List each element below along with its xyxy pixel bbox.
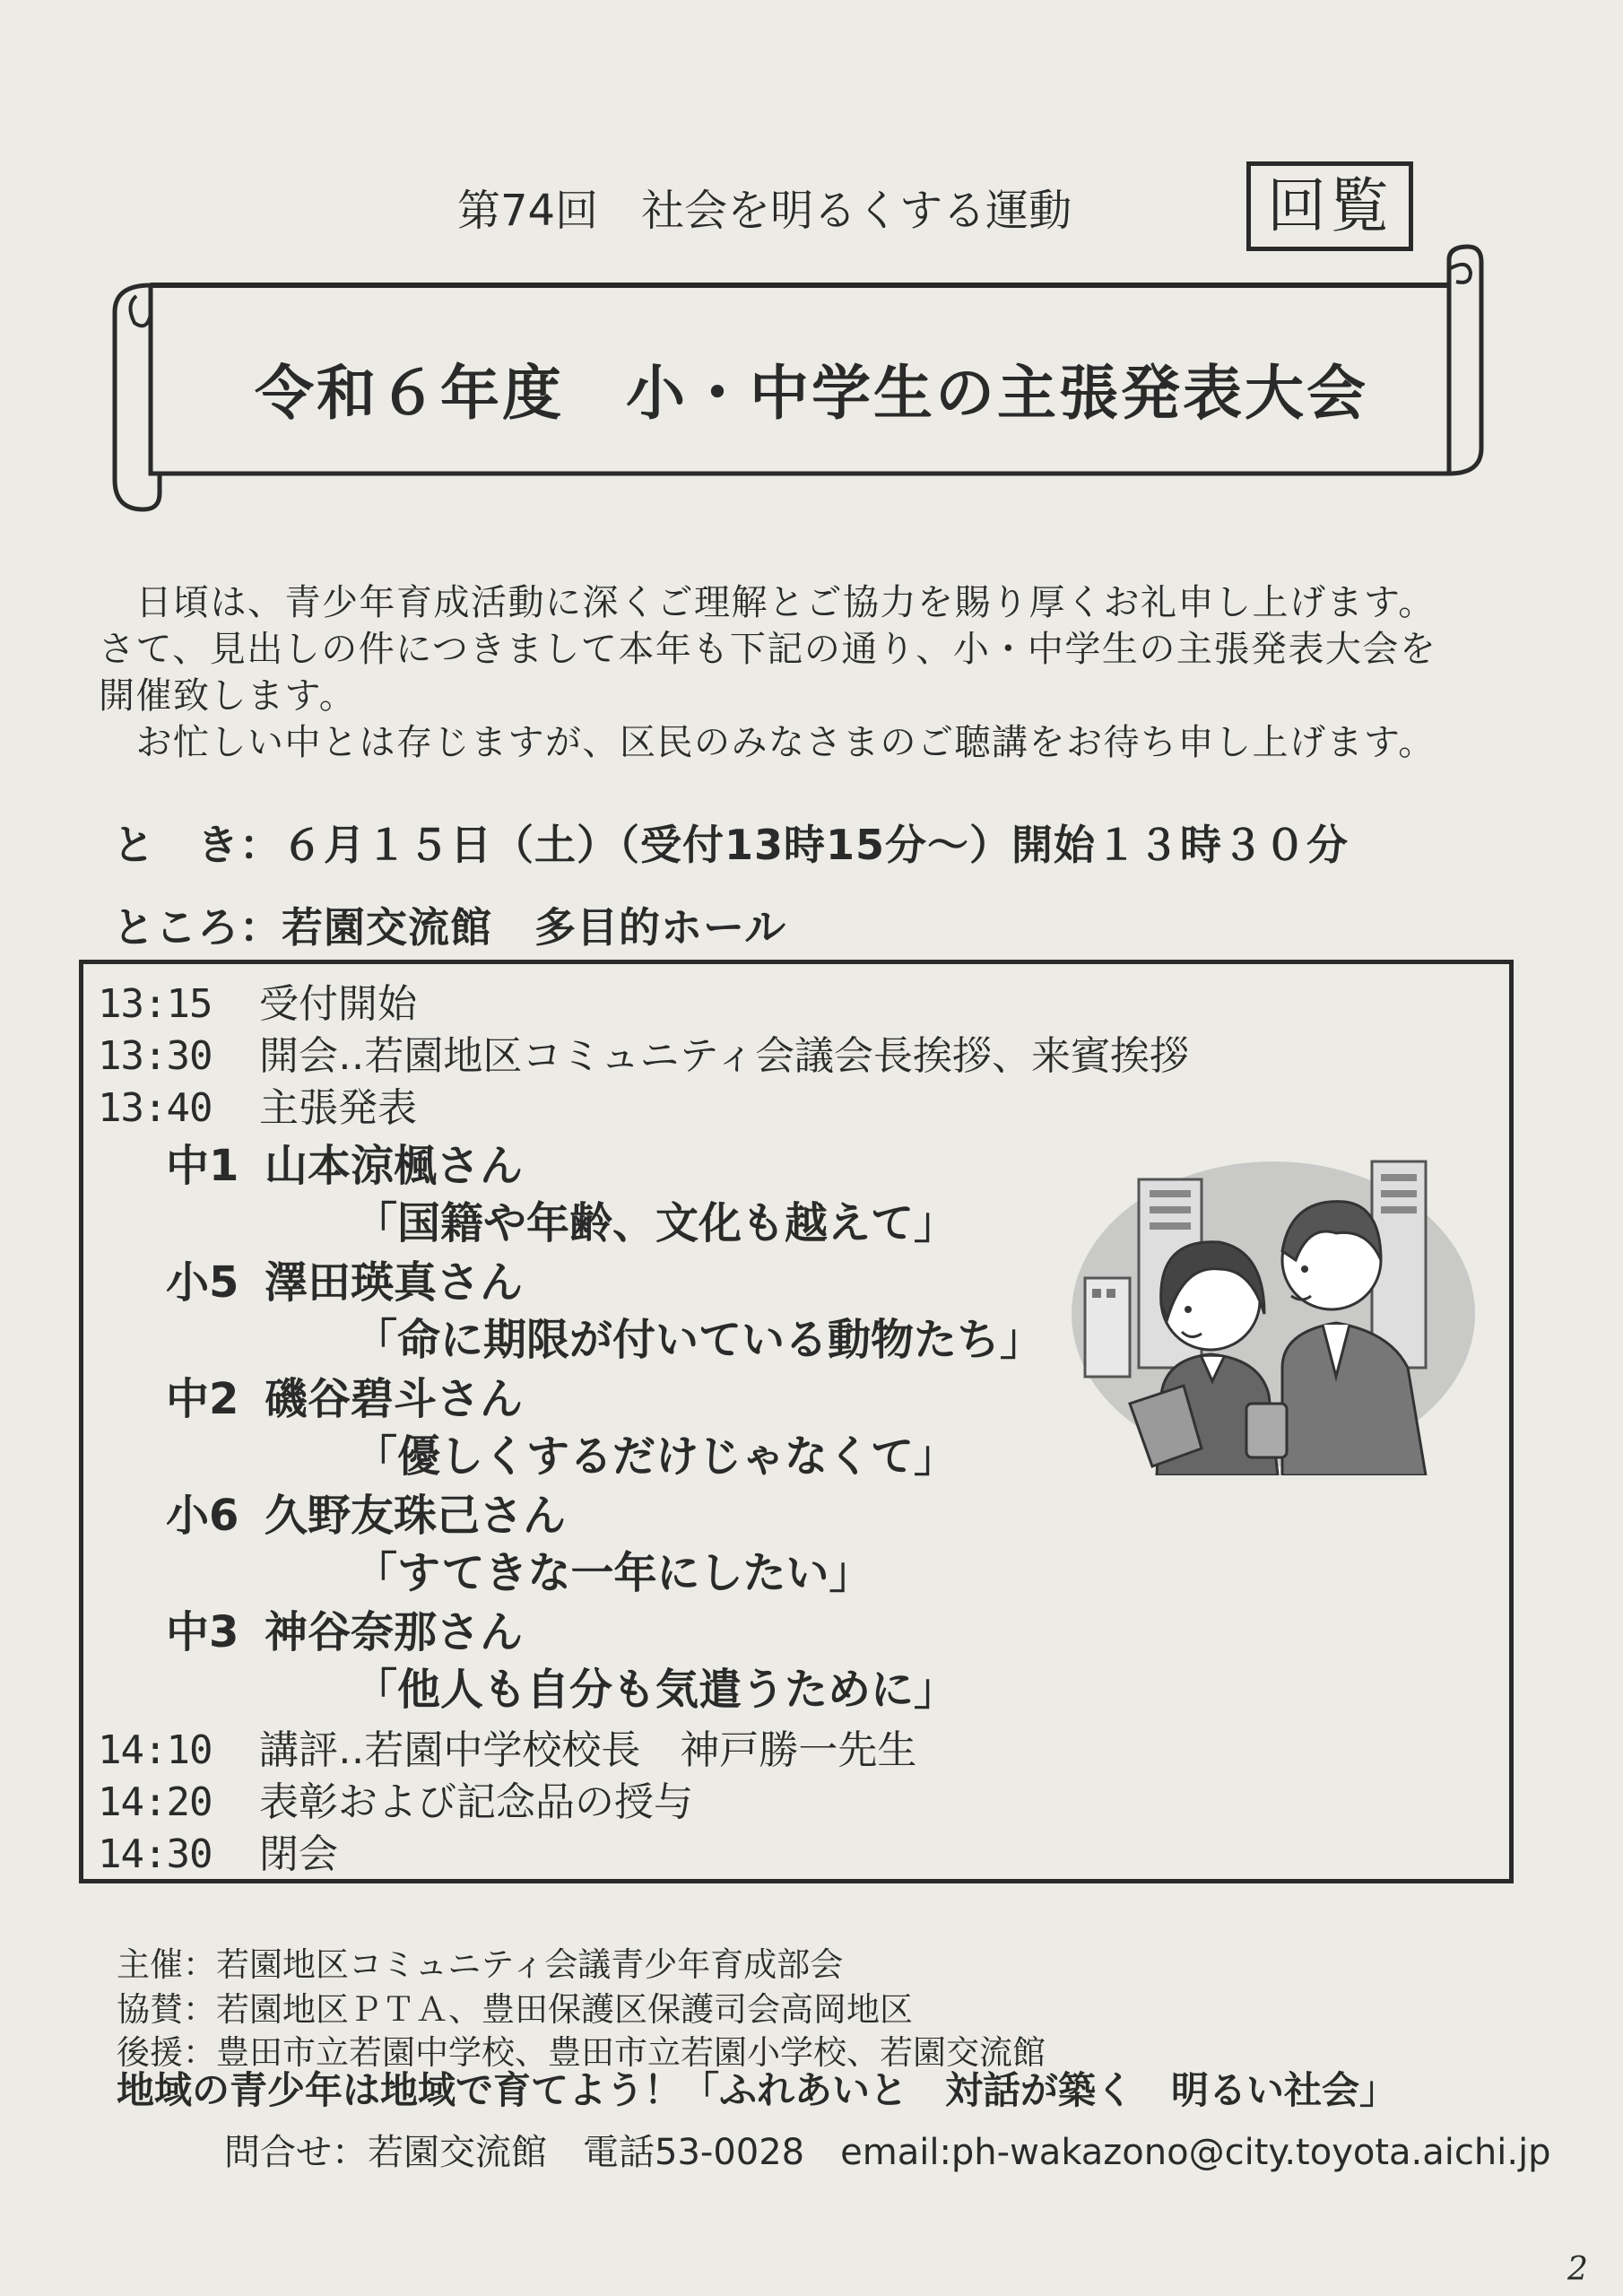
schedule-row: [98, 1718, 916, 1775]
intro-line-3: 開催致します。: [99, 675, 357, 717]
schedule-text: 開会‥若園地区コミュニティ会議会長挨拶、来賓挨拶: [259, 1033, 1189, 1079]
schedule-time: 13:15: [98, 981, 213, 1027]
schedule-time: 13:40: [98, 1085, 213, 1131]
organizer-host: 主催：若園地区コミュニティ会議青少年育成部会: [117, 1945, 844, 1984]
slogan: 地域の青少年は地域で育てよう！「ふれあいと 対話が築く 明るい社会」: [117, 2068, 1398, 2112]
organizer-support: 後援：豊田市立若園中学校、豊田市立若園小学校、若園交流館: [117, 2033, 1046, 2072]
speaker-name: 澤田瑛真さん: [265, 1257, 524, 1308]
speaker-name: 久野友珠己さん: [265, 1491, 567, 1541]
schedule-text: 閉会: [259, 1831, 338, 1877]
speech-topic: 「命に期限が付いている動物たち」: [354, 1315, 1044, 1365]
event-title: 令和６年度 小・中学生の主張発表大会: [255, 359, 1368, 428]
contact-info: 問合せ：若園交流館 電話53-0028 email:ph-wakazono@city.toyota.aichi.jp: [224, 2132, 1551, 2173]
speaker-entry: [166, 1248, 523, 1309]
schedule-time: 13:30: [98, 1033, 213, 1079]
speech-topic: 「他人も自分も気遣うために」: [354, 1665, 958, 1715]
circulation-stamp: 回覧: [1246, 161, 1413, 251]
intro-line-2: さて、見出しの件につきまして本年も下記の通り、小・中学生の主張発表大会を: [99, 629, 1437, 670]
schedule-row: [98, 1075, 417, 1133]
event-when: と き：６月１５日（土）（受付13時15分～）開始１３時３０分: [113, 821, 1350, 869]
event-where: ところ：若園交流館 多目的ホール: [113, 903, 787, 952]
schedule-time: 14:30: [98, 1831, 213, 1877]
speaker-entry: [166, 1597, 523, 1659]
speaker-grade: 小5: [166, 1257, 239, 1308]
speaker-entry: [166, 1481, 566, 1543]
page-number: 2: [1567, 2251, 1588, 2288]
speaker-grade: 小6: [166, 1491, 239, 1541]
speaker-name: 神谷奈那さん: [265, 1607, 524, 1657]
schedule-row: [98, 1770, 693, 1827]
speaker-entry: [166, 1131, 523, 1193]
campaign-subtitle: 第74回 社会を明るくする運動: [457, 186, 1072, 236]
schedule-text: 主張発表: [259, 1085, 417, 1131]
schedule-time: 14:10: [98, 1727, 213, 1773]
organizer-cosponsor: 協賛：若園地区ＰＴＡ、豊田保護区保護司会高岡地区: [117, 1990, 913, 2029]
schedule-text: 表彰および記念品の授与: [259, 1779, 693, 1825]
schedule-row: [98, 971, 417, 1029]
schedule-row: [98, 1023, 1189, 1081]
speech-topic: 「すてきな一年にしたい」: [354, 1548, 872, 1598]
speech-topic: 「優しくするだけじゃなくて」: [354, 1431, 958, 1482]
two-students-reading-icon: [1067, 1135, 1480, 1475]
intro-line-4: お忙しい中とは存じますが、区民のみなさまのご聴講をお待ち申し上げます。: [99, 722, 1436, 763]
schedule-time: 14:20: [98, 1779, 213, 1825]
schedule-text: 講評‥若園中学校校長 神戸勝一先生: [259, 1727, 917, 1773]
speaker-name: 山本涼楓さん: [265, 1141, 524, 1191]
speaker-grade: 中3: [166, 1607, 239, 1657]
speaker-grade: 中2: [166, 1374, 239, 1424]
speaker-entry: [166, 1364, 523, 1426]
speaker-grade: 中1: [166, 1141, 239, 1191]
schedule-row: [98, 1822, 338, 1879]
speaker-name: 磯谷碧斗さん: [265, 1374, 524, 1424]
intro-line-1: 日頃は、青少年育成活動に深くご理解とご協力を賜り厚くお礼申し上げます。: [99, 582, 1436, 623]
speech-topic: 「国籍や年齢、文化も越えて」: [354, 1198, 958, 1248]
schedule-text: 受付開始: [259, 981, 417, 1027]
